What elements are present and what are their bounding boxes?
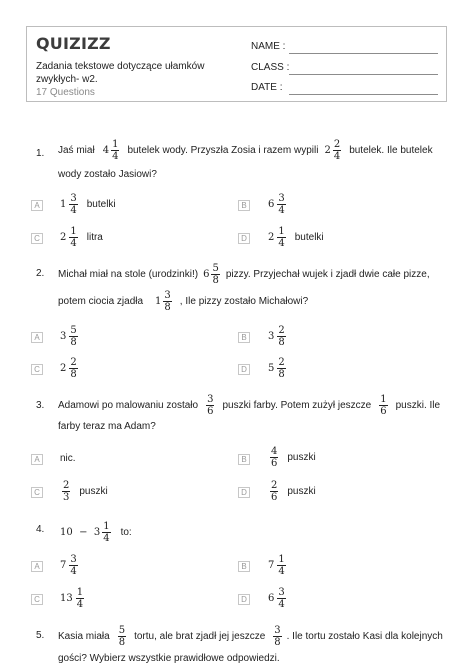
- question-text: Jaś miał 4 $\frac{1}{4}$ butelek wody. Przyszła Zosia i razem wypili 2 $\frac{2}{4}$ butelek. Ile butelek: [58, 139, 433, 162]
- option-c[interactable]: 2 $\frac{1}{4}$ litra: [60, 226, 103, 249]
- date-field[interactable]: [289, 94, 438, 95]
- option-b[interactable]: 7 $\frac{1}{4}$: [268, 554, 285, 577]
- question-number: 5.: [36, 630, 45, 641]
- date-label: DATE :: [251, 82, 283, 93]
- question-number: 3.: [36, 400, 45, 411]
- option-a[interactable]: 1 $\frac{3}{4}$ butelki: [60, 193, 116, 216]
- question-number: 1.: [36, 148, 45, 159]
- question-count: 17 Questions: [36, 87, 95, 98]
- option-box-c[interactable]: C: [31, 487, 43, 498]
- question-text: Adamowi po malowaniu zostało $\frac{3}{6}$ puszki farby. Potem zużył jeszcze $\frac{1}{6}$ puszki. Ile: [58, 394, 441, 417]
- question-text-line2: gości? Wybierz wszystkie prawidłowe odpowiedzi.: [58, 653, 280, 664]
- fraction: $\frac{1}{4}$: [112, 139, 119, 162]
- question-text-line2: wody zostało Jasiowi?: [58, 169, 157, 180]
- option-c[interactable]: 2 $\frac{2}{8}$: [60, 357, 77, 380]
- name-label: NAME :: [251, 41, 286, 52]
- class-field[interactable]: [289, 74, 438, 75]
- name-field[interactable]: [289, 53, 438, 54]
- quizizz-logo: QUIZIZZ: [36, 34, 111, 53]
- question-text: 10 − 3 $\frac{1}{4}$ to:: [60, 521, 132, 544]
- question-number: 2.: [36, 268, 45, 279]
- question-text: Michał miał na stole (urodzinki!) 6 $\frac{5}{8}$ pizzy. Przyjechał wujek i zjadł dwie całe pizze,: [58, 263, 430, 286]
- option-box-a[interactable]: A: [31, 200, 43, 211]
- option-d[interactable]: $\frac{2}{6}$ puszki: [271, 480, 316, 503]
- option-box-d[interactable]: D: [238, 487, 250, 498]
- option-box-d[interactable]: D: [238, 364, 250, 375]
- question-text: Kasia miała $\frac{5}{8}$ tortu, ale brat zjadł jej jeszcze $\frac{3}{8}$ . Ile tortu zostało Kasi dla kolejnych: [58, 625, 443, 648]
- question-number: 4.: [36, 524, 45, 535]
- option-b[interactable]: 6 $\frac{3}{4}$: [268, 193, 285, 216]
- option-box-a[interactable]: A: [31, 332, 43, 343]
- option-d[interactable]: 6 $\frac{3}{4}$: [268, 587, 285, 610]
- option-box-c[interactable]: C: [31, 233, 43, 244]
- option-c[interactable]: $\frac{2}{3}$ puszki: [63, 480, 108, 503]
- option-b[interactable]: 3 $\frac{2}{8}$: [268, 325, 285, 348]
- option-box-b[interactable]: B: [238, 454, 250, 465]
- option-b[interactable]: $\frac{4}{6}$ puszki: [271, 446, 316, 469]
- option-box-c[interactable]: C: [31, 364, 43, 375]
- option-box-b[interactable]: B: [238, 332, 250, 343]
- option-box-d[interactable]: D: [238, 594, 250, 605]
- option-a[interactable]: 7 $\frac{3}{4}$: [60, 554, 77, 577]
- option-box-c[interactable]: C: [31, 594, 43, 605]
- option-d[interactable]: 2 $\frac{1}{4}$ butelki: [268, 226, 324, 249]
- option-c[interactable]: 13 $\frac{1}{4}$: [60, 587, 84, 610]
- option-box-a[interactable]: A: [31, 561, 43, 572]
- question-text-line2: farby teraz ma Adam?: [58, 421, 156, 432]
- option-box-b[interactable]: B: [238, 200, 250, 211]
- option-box-d[interactable]: D: [238, 233, 250, 244]
- option-a[interactable]: 3 $\frac{5}{8}$: [60, 325, 77, 348]
- option-a[interactable]: nic.: [60, 453, 76, 464]
- option-d[interactable]: 5 $\frac{2}{8}$: [268, 357, 285, 380]
- class-label: CLASS :: [251, 62, 290, 73]
- worksheet-title: Zadania tekstowe dotyczące ułamków zwykłych- w2.: [36, 61, 205, 85]
- question-text-line2: potem ciocia zjadła 1 $\frac{3}{8}$ , Ile pizzy zostało Michałowi?: [58, 290, 309, 313]
- fraction: $\frac{2}{4}$: [333, 139, 341, 162]
- option-box-a[interactable]: A: [31, 454, 43, 465]
- option-box-b[interactable]: B: [238, 561, 250, 572]
